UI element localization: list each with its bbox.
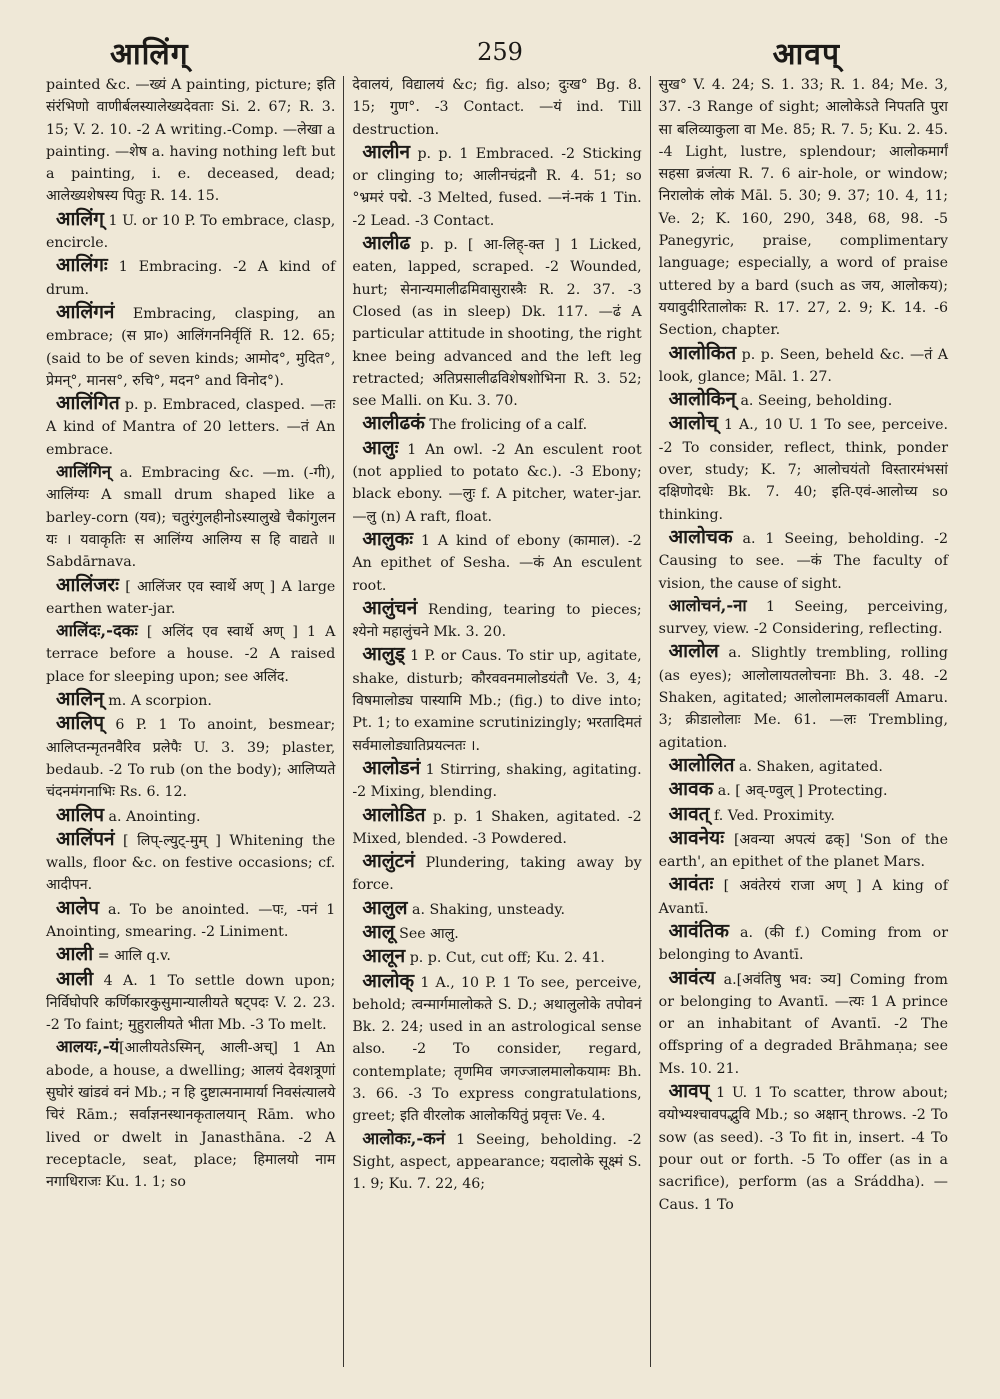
dictionary-entry — [352, 597, 641, 644]
entry-definition: See आलु. — [394, 925, 459, 942]
entry-headword: आलिंपनं — [56, 827, 115, 850]
dictionary-entry — [659, 595, 948, 641]
entry-headword: आलोकित — [668, 341, 737, 364]
dictionary-entry — [46, 254, 335, 301]
entry-headword: आलोच् — [668, 412, 718, 435]
entry-headword: आलून — [362, 945, 406, 968]
dictionary-entry — [352, 757, 641, 804]
dictionary-entry — [659, 1080, 948, 1216]
columns-container — [42, 74, 956, 1369]
entry-definition: 6 P. 1 To anoint, besmear; आलिप्तन्मृतनवैरिव प्रलेपैः U. 3. 39; plaster, bedaub. -2 To rub (on the body); आलिप्यते चंदनमंगनाभिः Rs. 6. 12. — [46, 717, 336, 801]
entry-definition: f. Ved. Proximity. — [709, 807, 835, 824]
dictionary-entry — [352, 970, 641, 1128]
dictionary-entry — [659, 920, 948, 967]
dictionary-entry — [659, 640, 948, 753]
entry-headword: आलोक् — [362, 969, 415, 992]
entry-headword: आलिंजरः — [56, 573, 119, 596]
dictionary-entry — [659, 754, 948, 778]
dictionary-entry — [46, 968, 335, 1037]
dictionary-entry — [46, 620, 335, 688]
entry-headword: आलिप — [56, 803, 105, 826]
entry-headword: आलुल — [362, 896, 408, 919]
dictionary-entry — [352, 74, 641, 141]
column-2 — [344, 74, 649, 1369]
entry-headword: आवनेयः — [668, 826, 725, 849]
entry-definition: p. p. Cut, cut off; Ku. 2. 41. — [405, 950, 605, 967]
entry-headword: आली — [56, 967, 94, 990]
column-1 — [42, 74, 343, 1369]
entry-definition: a. Anointing. — [104, 808, 201, 825]
dictionary-entry — [46, 804, 335, 828]
entry-definition: a. Shaking, unsteady. — [407, 901, 566, 918]
entry-headword: आवंत्य — [668, 966, 716, 989]
dictionary-entry — [46, 208, 335, 255]
page-number: 259 — [477, 38, 523, 66]
entry-definition: 4 A. 1 To settle down upon; निर्विघोपरि कर्णिकारकुसुमान्यालीयते षट्पदः V. 2. 23. -2 To faint; मुहुरालीयते भीता Mb. -3 To melt. — [46, 972, 336, 1034]
dictionary-entry — [46, 301, 335, 392]
entry-headword: आलिंगनं — [56, 300, 115, 323]
entry-headword: आलिप् — [56, 712, 105, 735]
entry-headword: आलोचनं,-ना — [668, 595, 747, 615]
page-header — [40, 28, 960, 78]
entry-headword: आलोकिन् — [668, 388, 736, 411]
dictionary-entry — [352, 921, 641, 945]
entry-headword: आवंतः — [668, 873, 714, 896]
entry-definition: 1 An owl. -2 An esculent root (not applied to potato &c.). -3 Ebony; black ebony. —लुः f. A pitcher, water-jar. —लु (n) A raft, float. — [352, 441, 642, 525]
entry-headword: आलेप — [56, 896, 100, 919]
entry-definition: [ अलिंद एव स्वार्थे अण् ] 1 A terrace before a house. -2 A raised place for sleeping upon; see अलिंद. — [46, 624, 336, 685]
entry-headword: आलीन — [362, 140, 411, 163]
entry-definition: [ लिप्-ल्युट्-मुम् ] Whitening the walls, floor &c. on festive occasions; cf. आदीपन. — [46, 832, 336, 894]
dictionary-entry — [352, 804, 641, 851]
entry-headword: आली — [56, 943, 94, 966]
entry-definition: a. Seeing, beholding. — [735, 393, 893, 410]
dictionary-entry — [659, 526, 948, 595]
entry-headword: आलोल — [668, 640, 719, 663]
entry-definition: a. To be anointed. —पः, -पनं 1 Anointing, smearing. -2 Liniment. — [46, 901, 336, 940]
dictionary-entry — [352, 850, 641, 897]
entry-definition: painted &c. —ख्यं A painting, picture; इति संरंभिणो वाणीर्बलस्यालेख्यदेवताः Si. 2. 67; R. 3. 15; V. 2. 10. -2 A writing.-Comp. —लेखा a painting. —शेष a. having nothing left but a painting, i. e. deceased, dead; आलेख्यशेषस्य पितुः R. 14. 15. — [46, 77, 336, 205]
entry-headword: आलोकः,-कनं — [362, 1128, 446, 1148]
dictionary-entry — [352, 1128, 641, 1196]
header-left-word: आलिंग् — [110, 37, 189, 72]
entry-definition: p. p. 1 Shaken, agitated. -2 Mixed, blended. -3 Powdered. — [352, 808, 642, 847]
dictionary-entry — [46, 712, 335, 803]
dictionary-entry — [659, 388, 948, 412]
entry-headword: आलिन् — [56, 688, 104, 711]
entry-definition: [अवन्या अपत्यं ढक्] 'Son of the earth', an epithet of the planet Mars. — [658, 831, 948, 871]
entry-definition: 1 U. 1 To scatter, throw about; वयोभ्यश्चावपद्भुवि Mb.; so अक्षान् throws. -2 To sow (as seed). -3 To fit in, insert. -4 To pour out or forth. -5 To offer (as in a sacrifice), perform (as a Sráddha). —Caus. 1 To — [658, 1085, 948, 1213]
entry-headword: आलुः — [362, 436, 399, 459]
dictionary-entry — [659, 967, 948, 1080]
dictionary-entry — [659, 342, 948, 389]
entry-definition: a. Shaken, agitated. — [734, 758, 883, 775]
entry-definition: p. p. Seen, beheld &c. —तं A look, glance; Māl. 1. 27. — [658, 346, 948, 385]
entry-definition: p. p. [ आ-लिह्-क्त ] 1 Licked, eaten, lapped, scraped. -2 Wounded, hurt; सेनान्यमालीढमिवासुरास्त्रैः R. 2. 37. -3 Closed (as in sleep) Dk. 117. —ढं A particular attitude in shooting, the right knee being advanced and the left leg retracted; अतिप्रसालीढविशेषशोभिना R. 3. 52; see Malli. on Ku. 3. 70. — [352, 237, 642, 410]
entry-headword: आवत् — [668, 802, 710, 825]
dictionary-entry — [46, 392, 335, 461]
entry-definition: The frolicing of a calf. — [424, 417, 588, 434]
entry-definition: सुख° V. 4. 24; S. 1. 33; R. 1. 84; Me. 3, 37. -3 Range of sight; आलोकेऽते निपतति पुरा सा बलिव्याकुला वा Me. 85; R. 7. 5; Ku. 2. 45. -4 Light, lustre, splendour; आलोकमार्गं सहसा व्रजंत्या R. 7. 6 air-hole, or window; निरालोकं लोकं Māl. 5. 30; 9. 37; 10. 4, 11; Ve. 2; K. 160, 290, 348, 68, 98. -5 Panegyric, praise, complimentary language; especially, a word of praise uttered by a bard (such as जय, आलोकय); ययावुदीरितालोकः R. 17. 27, 2. 9; K. 14. -6 Section, chapter. — [658, 77, 948, 339]
entry-definition: [आलीयतेऽस्मिन्, आली-अच्] 1 An abode, a house, a dwelling; आलयं देवशत्रूणां सुघोरं खांडवं वनं Mb.; न हि दुष्टात्मनामार्या निवसंत्यालये चिरं Rām.; सर्वाज्ञनस्थानकृतालयान् Rām. who lived or dwelt in Janasthāna. -2 A receptacle, seat, place; हिमालयो नाम नगाधिराजः Ku. 1. 1; so — [46, 1040, 336, 1191]
entry-headword: आलीढ — [362, 232, 411, 255]
entry-definition: Embracing, clasping, an embrace; (स प्रा०) आलिंगननिर्वृतिं R. 12. 65; (said to be of seven kinds; आमोद°, मुदित°, प्रेमन्°, मानस°, रुचि°, मदन° and विनोद°). — [46, 305, 336, 389]
entry-headword: आलोडनं — [362, 756, 421, 779]
entry-headword: आलोचक — [668, 525, 733, 548]
dictionary-entry — [46, 574, 335, 621]
entry-definition: a. Embracing &c. —m. (-गी), आलिंग्यः A small drum shaped like a barley-corn (यव); चतुरंगुलहीनोऽस्यालुखे चैकांगुलन यः । यवाकृतिः स आलिंग्य आलिग्य स हि वाद्यते ॥ Sabdārnava. — [46, 465, 336, 571]
dictionary-entry — [659, 778, 948, 802]
entry-definition: m. A scorpion. — [103, 693, 212, 710]
entry-definition: = आलि q.v. — [93, 948, 171, 965]
dictionary-entry — [352, 897, 641, 921]
entry-definition: 1 Embracing. -2 A kind of drum. — [46, 259, 336, 298]
entry-headword: आलुड् — [362, 643, 405, 666]
entry-definition: p. p. Embraced, clasped. —तः A kind of Mantra of 20 letters. —तं An embrace. — [46, 397, 336, 458]
entry-definition: a. [ अव्-ण्वुल् ] Protecting. — [713, 783, 888, 800]
dictionary-entry — [352, 528, 641, 597]
entry-definition: 1 P. or Caus. To stir up, agitate, shake, disturb; कौरववनमालोडयंतौ Ve. 3, 4; विषमालोड्य पास्यामि Mb.; (fig.) to dive into; Pt. 1; to examine scrutinizingly; भरतादिमतं सर्वमालोड्यातिप्रयत्नतः ।. — [352, 648, 642, 754]
dictionary-entry — [46, 461, 335, 573]
entry-definition: 1 A kind of ebony (कामाल). -2 An epithet of Sesha. —कं An esculent root. — [352, 532, 642, 594]
entry-definition: 1 Seeing, beholding. -2 Sight, aspect, appearance; यदालोके सूक्ष्मं S. 1. 9; Ku. 7. 22, 46; — [352, 1131, 642, 1193]
entry-definition: a. (की f.) Coming from or belonging to Avantī. — [658, 924, 948, 964]
entry-definition: p. p. 1 Embraced. -2 Sticking or clinging to; आलीनचंद्रनौ R. 4. 51; so °भ्रमरं पद्मे. -3 Melted, fused. —नं-नकं 1 Tin. -2 Lead. -3 Contact. — [352, 145, 642, 229]
entry-definition: 1 U. or 10 P. To embrace, clasp, encircle. — [46, 212, 336, 252]
entry-definition: Plundering, taking away by force. — [352, 855, 642, 894]
entry-definition: 1 A., 10 U. 1 To see, perceive. -2 To consider, reflect, think, ponder over, study; K. 7; आलोचयंतो विस्तारमंभसां दक्षिणोदधेः Bk. 7. 40; इति-एवं-आलोच्य so thinking. — [658, 417, 948, 523]
entry-headword: आलिंग् — [56, 207, 104, 230]
dictionary-entry — [352, 412, 641, 436]
entry-headword: आवप् — [668, 1080, 710, 1103]
entry-headword: आलिंगित — [56, 392, 120, 415]
dictionary-entry — [352, 437, 641, 528]
entry-headword: आलयः,-यं — [56, 1037, 120, 1057]
entry-definition: 1 Seeing, perceiving, survey, view. -2 Considering, reflecting. — [658, 598, 948, 638]
dictionary-entry — [46, 828, 335, 897]
header-right-word: आवप् — [772, 37, 840, 72]
entry-headword: आवंतिक — [668, 919, 729, 942]
entry-definition: देवालयं, विद्यालयं &c; fig. also; दुःख° Bg. 8. 15; गुण°. -3 Contact. —यं ind. Till destruction. — [352, 77, 642, 138]
entry-definition: 1 Stirring, shaking, agitating. -2 Mixing, blending. — [352, 761, 642, 801]
dictionary-entry — [46, 897, 335, 944]
entry-headword: आलोलित — [668, 753, 735, 776]
entry-headword: आवक — [668, 778, 714, 801]
entry-definition: a.[अवंतिषु भव: ञ्य] Coming from or belonging to Avantī. —त्यः 1 A prince or an inhabitant of Avantī. -2 The offspring of a degraded Brāhmaṇa; see Ms. 10. 21. — [658, 971, 948, 1077]
entry-headword: आलुंटनं — [362, 850, 415, 873]
dictionary-entry — [352, 141, 641, 232]
dictionary-entry — [659, 827, 948, 874]
dictionary-entry — [46, 688, 335, 712]
entry-headword: आलिंगः — [56, 254, 108, 277]
entry-definition: Rending, tearing to pieces; श्येनो महालुंचने Mk. 3. 20. — [352, 601, 642, 641]
entry-definition: a. 1 Seeing, beholding. -2 Causing to see. —कं The faculty of vision, the cause of sight. — [658, 530, 948, 592]
dictionary-entry — [659, 873, 948, 920]
column-3 — [651, 74, 956, 1369]
entry-headword: आलीढकं — [362, 412, 425, 435]
entry-headword: आलिंगिन् — [56, 462, 112, 482]
entry-headword: आलुकः — [362, 527, 414, 550]
entry-definition: [ अवंतेरयं राजा अण् ] A king of Avantī. — [658, 878, 948, 917]
entry-headword: आलुंचनं — [362, 596, 418, 619]
dictionary-entry — [352, 945, 641, 969]
dictionary-entry — [46, 1036, 335, 1193]
dictionary-entry — [659, 803, 948, 827]
dictionary-entry — [659, 412, 948, 525]
dictionary-entry — [46, 943, 335, 967]
entry-definition: [ आलिंजर एव स्वार्थे अण् ] A large earthen water-jar. — [46, 578, 336, 617]
dictionary-entry — [659, 74, 948, 342]
entry-headword: आलोडित — [362, 803, 426, 826]
dictionary-entry — [352, 643, 641, 756]
entry-headword: आलिंदः,-दकः — [56, 621, 138, 641]
dictionary-entry — [46, 74, 335, 208]
dictionary-entry — [352, 232, 641, 412]
entry-headword: आलू — [362, 920, 395, 943]
entry-definition: 1 A., 10 P. 1 To see, perceive, behold; त्वन्मार्गमालोकते S. D.; अथालुलोके तपोवनं Bk. 2. 24; used in an astrological sense also. -2 To consider, regard, contemplate; तृणमिव जगज्जालमालोकयामः Bh. 3. 66. -3 To express congratulations, greet; इति वीरलोक आलोकयितुं प्रवृत्तः Ve. 4. — [352, 974, 642, 1125]
entry-definition: a. Slightly trembling, rolling (as eyes); आलोलायतलोचनाः Bh. 3. 48. -2 Shaken, agitated; आलोलामलकावलीं Amaru. 3; क्रीडालोलाः Me. 61. —लः Trembling, agitation. — [658, 645, 948, 751]
